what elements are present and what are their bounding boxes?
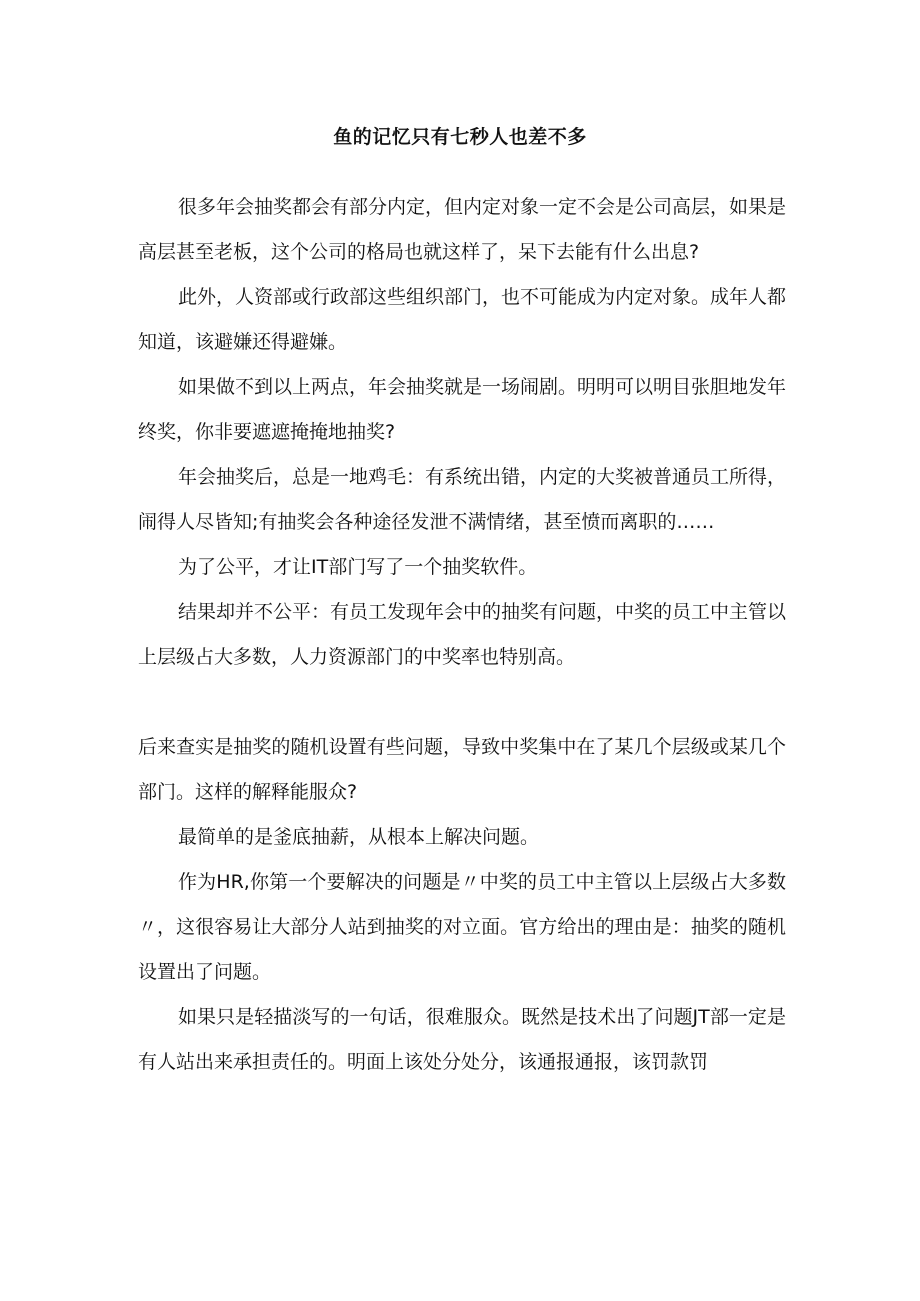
- paragraph-7: 后来查实是抽奖的随机设置有些问题，导致中奖集中在了某几个层级或某几个部门。这样的解释能服众?: [138, 736, 786, 803]
- paragraph-8: 最简单的是釜底抽薪，从根本上解决问题。: [178, 826, 540, 848]
- paragraph-9: 作为HR,你第一个要解决的问题是〃中奖的员工中主管以上层级占大多数〃，这很容易让大部分人站到抽奖的对立面。官方给出的理由是：抽奖的随机设置出了问题。: [138, 871, 786, 983]
- paragraph-4: 年会抽奖后，总是一地鸡毛：有系统出错，内定的大奖被普通员工所得，闹得人尽皆知;有抽奖会各种途径发泄不满情绪，甚至愤而离职的……: [138, 466, 787, 533]
- document-title: 鱼的记忆只有七秒人也差不多: [333, 126, 587, 148]
- document-body: [138, 185, 786, 1085]
- paragraph-3: 如果做不到以上两点，年会抽奖就是一场闹剧。明明可以明目张胆地发年终奖，你非要遮遮掩掩地抽奖?: [138, 376, 787, 443]
- paragraph-10: 如果只是轻描淡写的一句话，很难服众。既然是技术出了问题JT部一定是有人站出来承担责任的。明面上该处分处分，该通报通报，该罚款罚: [138, 1006, 786, 1073]
- paragraph-1: 很多年会抽奖都会有部分内定，但内定对象一定不会是公司高层，如果是高层甚至老板，这个公司的格局也就这样了，呆下去能有什么出息?: [138, 196, 787, 263]
- paragraph-2: 此外，人资部或行政部这些组织部门，也不可能成为内定对象。成年人都知道，该避嫌还得避嫌。: [138, 286, 787, 353]
- paragraph-5: 为了公平，才让IT部门写了一个抽奖软件。: [178, 556, 538, 578]
- paragraph-6: 结果却并不公平：有员工发现年会中的抽奖有问题，中奖的员工中主管以上层级占大多数，人力资源部门的中奖率也特别高。: [138, 601, 787, 668]
